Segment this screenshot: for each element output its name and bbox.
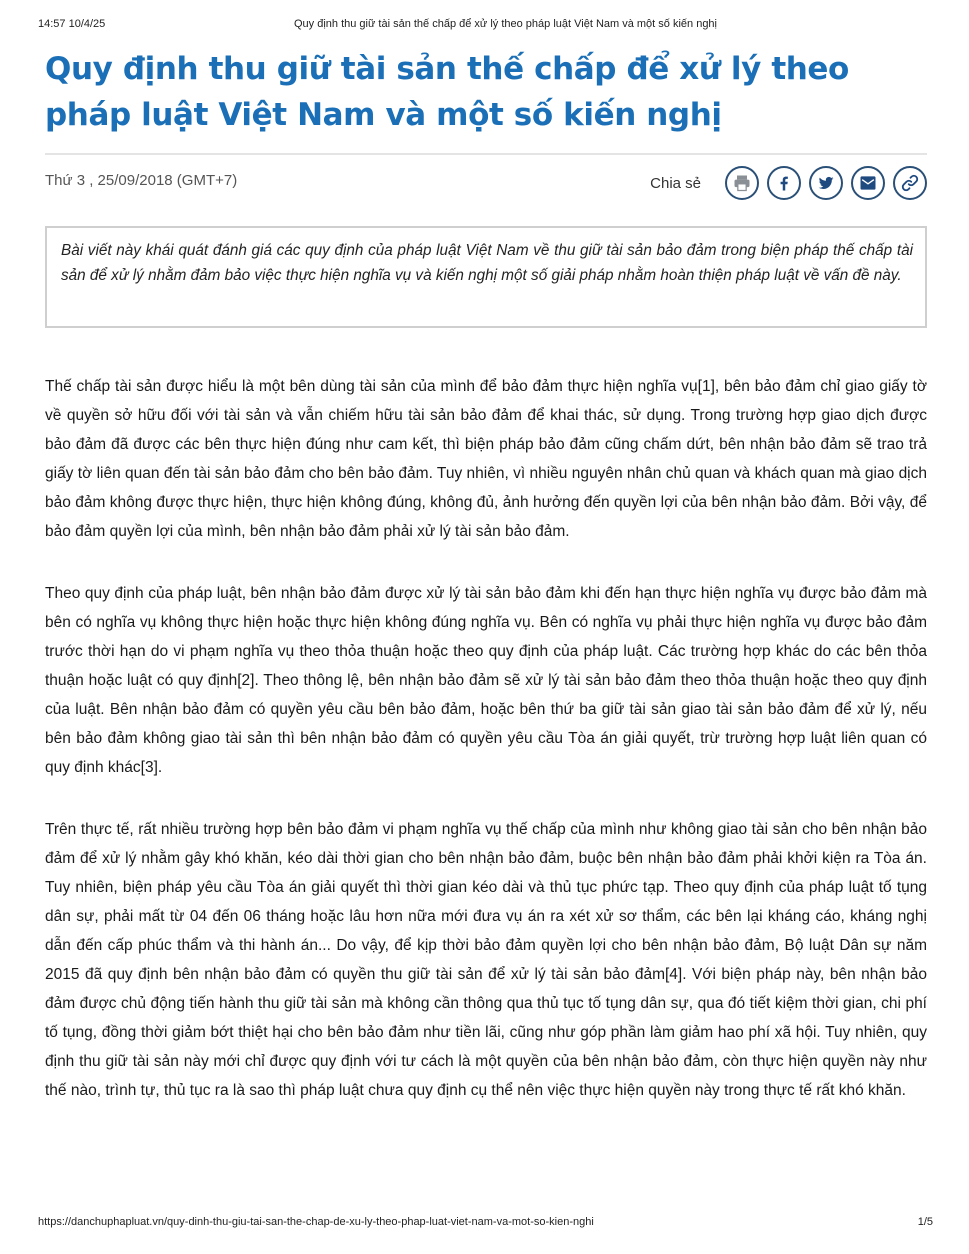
page-number: 1/5 [917, 1216, 933, 1228]
article-body [45, 372, 927, 1138]
link-icon [900, 173, 920, 193]
print-doc-title: Quy định thu giữ tài sản thế chấp để xử lý theo pháp luật Việt Nam và một số kiến nghị [294, 18, 717, 30]
print-footer [38, 1216, 933, 1232]
title-divider [45, 153, 927, 155]
body-paragraph: Thế chấp tài sản được hiểu là một bên dùng tài sản của mình để bảo đảm thực hiện nghĩa vụ[1], bên bảo đảm chỉ giao giấy tờ về quyền sở hữu đối với tài sản và vẫn chiếm hữu tài sản bảo đảm để khai thác, sử dụng. Trong trường hợp giao dịch được bảo đảm đã được các bên thực hiện đúng như cam kết, thì biện pháp bảo đảm cũng chấm dứt, bên nhận bảo đảm sẽ trao trả giấy tờ liên quan đến tài sản bảo đảm cho bên bảo đảm. Tuy nhiên, vì nhiều nguyên nhân chủ quan và khách quan mà giao dịch bảo đảm không được thực hiện, thực hiện không đúng, không đủ, ảnh hưởng đến quyền lợi của bên nhận bảo đảm. Bởi vậy, để bảo đảm quyền lợi của mình, bên nhận bảo đảm phải xử lý tài sản bảo đảm. [45, 378, 927, 540]
page-url: https://danchuphapluat.vn/quy-dinh-thu-giu-tai-san-the-chap-de-xu-ly-theo-phap-luat-viet-nam-va-mot-so-kien-nghi [38, 1216, 594, 1228]
email-share-button[interactable] [851, 166, 885, 200]
email-icon [858, 173, 878, 193]
body-paragraph: Trên thực tế, rất nhiều trường hợp bên bảo đảm vi phạm nghĩa vụ thế chấp của mình như không giao tài sản cho bên nhận bảo đảm để xử lý nhằm gây khó khăn, kéo dài thời gian cho bên nhận bảo đảm, buộc bên nhận bảo đảm phải khởi kiện ra Tòa án. Tuy nhiên, biện pháp yêu cầu Tòa án giải quyết thì thời gian kéo dài và thủ tục phức tạp. Theo quy định của pháp luật tố tụng dân sự, phải mất từ 04 đến 06 tháng hoặc lâu hơn nữa mới đưa vụ án ra xét xử sơ thẩm, các bên lại kháng cáo, kháng nghị dẫn đến cấp phúc thẩm và thi hành án... Do vậy, để kịp thời bảo đảm quyền lợi cho bên nhận bảo đảm, Bộ luật Dân sự năm 2015 đã quy định bên nhận bảo đảm có quyền thu giữ tài sản để xử lý tài sản bảo đảm[4]. Với biện pháp này, bên nhận bảo đảm được chủ động tiến hành thu giữ tài sản mà không cần thông qua thủ tục tố tụng dân sự, qua đó tiết kiệm thời gian, chi phí tố tụng, đồng thời giảm bớt thiệt hại cho bên bảo đảm như tiền lãi, cũng như góp phần làm giảm hao phí xã hội. Tuy nhiên, quy định thu giữ tài sản này mới chỉ được quy định với tư cách là một quyền của bên nhận bảo đảm, còn thực hiện quyền này như thế nào, trình tự, thủ tục ra là sao thì pháp luật chưa quy định cụ thể nên việc thực hiện quyền này trong thực tế rất khó khăn. [45, 821, 927, 1099]
print-button[interactable] [725, 166, 759, 200]
meta-row [45, 160, 927, 204]
share-bar [650, 163, 927, 203]
print-datetime: 14:57 10/4/25 [38, 18, 106, 30]
share-label: Chia sẻ [650, 174, 701, 192]
facebook-share-button[interactable] [767, 166, 801, 200]
article-summary: Bài viết này khái quát đánh giá các quy định của pháp luật Việt Nam về thu giữ tài sản bảo đảm trong biện pháp thế chấp tài sản để xử lý nhằm đảm bảo việc thực hiện nghĩa vụ và kiến nghị một số giải pháp nhằm hoàn thiện pháp luật về vấn đề này. [45, 226, 927, 328]
twitter-icon [816, 173, 836, 193]
article-header [45, 46, 927, 138]
publish-date: Thứ 3 , 25/09/2018 (GMT+7) [45, 172, 238, 189]
article-title: Quy định thu giữ tài sản thế chấp để xử lý theo pháp luật Việt Nam và một số kiến nghị [45, 51, 849, 133]
copy-link-button[interactable] [893, 166, 927, 200]
print-header [38, 18, 933, 34]
facebook-icon [774, 173, 794, 193]
twitter-share-button[interactable] [809, 166, 843, 200]
print-icon [732, 173, 752, 193]
body-paragraph: Theo quy định của pháp luật, bên nhận bảo đảm được xử lý tài sản bảo đảm khi đến hạn thực hiện nghĩa vụ được bảo đảm mà bên có nghĩa vụ không thực hiện hoặc thực hiện không đúng nghĩa vụ. Bên có nghĩa vụ phải thực hiện nghĩa vụ được bảo đảm trước thời hạn do vi phạm nghĩa vụ theo thỏa thuận hoặc theo quy định của pháp luật. Các trường hợp khác do các bên thỏa thuận hoặc luật có quy định[2]. Theo thông lệ, bên nhận bảo đảm sẽ xử lý tài sản bảo đảm theo thỏa thuận hoặc theo quy định của luật. Bên nhận bảo đảm có quyền yêu cầu bên bảo đảm, hoặc bên thứ ba giữ tài sản giao tài sản bảo đảm để xử lý, nếu bên bảo đảm không giao tài sản thì bên nhận bảo đảm có quyền yêu cầu Tòa án giải quyết, trừ trường hợp luật liên quan có quy định khác[3]. [45, 585, 927, 776]
